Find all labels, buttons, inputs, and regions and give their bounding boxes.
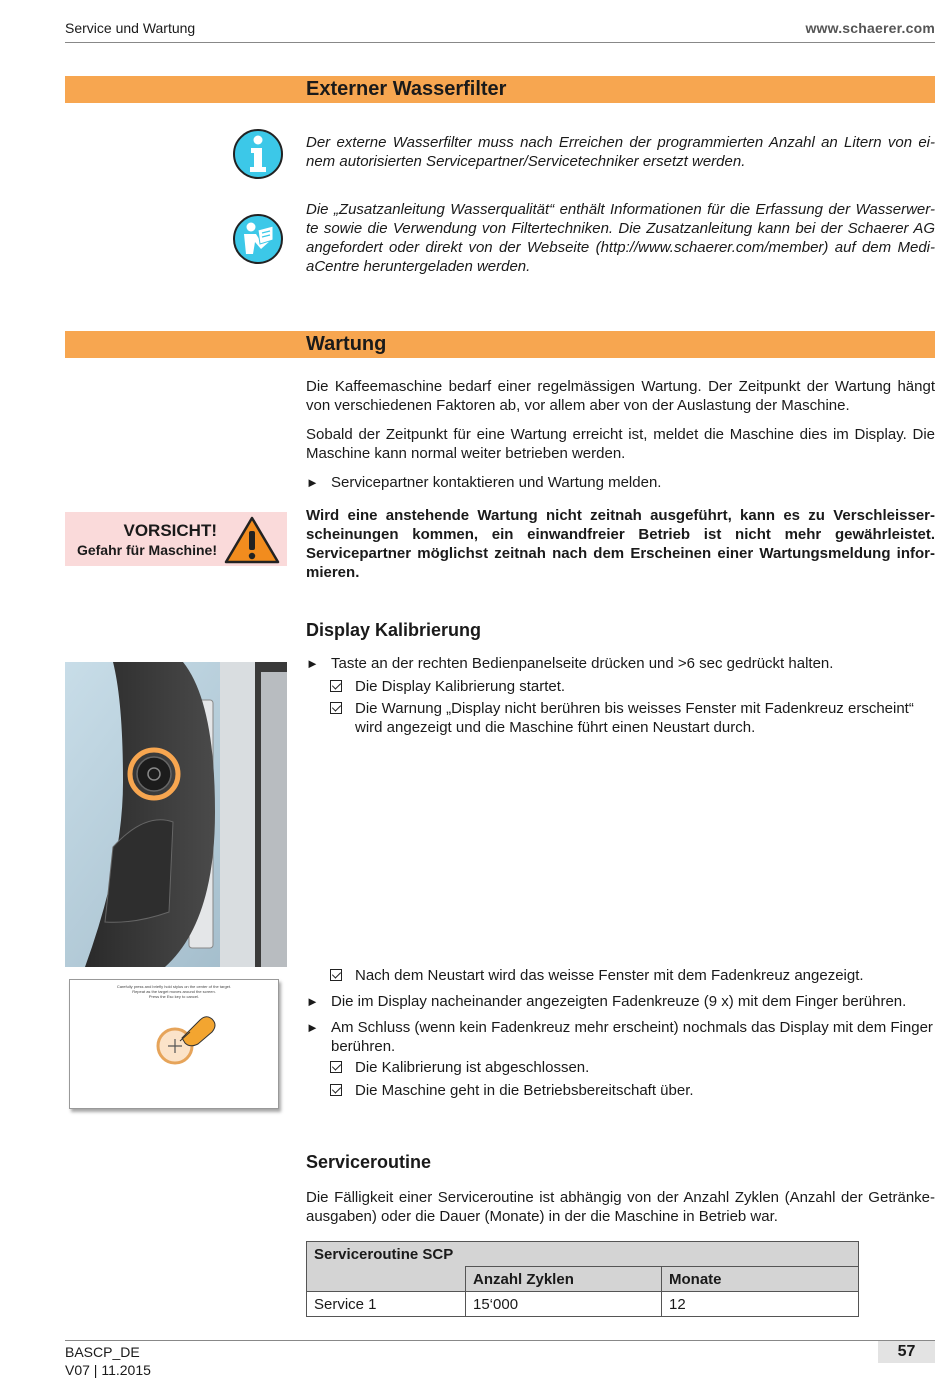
step-text: Servicepartner kontaktieren und Wartung melden.: [331, 474, 662, 491]
section-bar-water-filter: [65, 76, 935, 103]
calibration-result-2: [330, 699, 935, 737]
calibration-result-5: [330, 1081, 935, 1100]
result-text: Nach dem Neustart wird das weisse Fenster mit dem Fadenkreuz angezeigt.: [355, 967, 864, 984]
checkbox-checked-icon: [330, 680, 342, 692]
header-divider: [65, 42, 935, 43]
table-header-cell: [307, 1267, 466, 1292]
screen-text-line-3: Press the Esc key to cancel.: [148, 994, 200, 999]
calibration-step-1: [306, 654, 935, 673]
table-caption-row: [307, 1242, 859, 1267]
calibration-step-3: [306, 1018, 935, 1056]
page-number: 57: [878, 1341, 935, 1363]
warning-label-box: [65, 512, 287, 566]
step-text: Die im Display nacheinander angezeigten Fadenkreuze (9 x) mit dem Finger berühren.: [331, 993, 907, 1010]
warning-triangle-icon: [223, 515, 281, 570]
warning-text: Wird eine anstehende Wartung nicht zeitnah ausgeführt, kann es zu Verschleisser-scheinungen kommen, ein einwandfreier Betrieb ist nicht mehr gewährleistet. Servicepartner möglichst zeitnah nach dem Erscheinen einer Wartungsmeldung infor-mieren.: [306, 507, 935, 581]
section-bar-maintenance: [65, 331, 935, 358]
warning-subtitle: Gefahr für Maschine!: [76, 542, 217, 558]
maintenance-paragraph-2: Sobald der Zeitpunkt für eine Wartung erreicht ist, meldet die Maschine dies im Display. Die Maschine kann normal weiter betrieben werden.: [306, 426, 935, 462]
calibration-button-photo: [65, 662, 287, 967]
manual-reader-icon: [233, 214, 283, 264]
step-text: Taste an der rechten Bedienpanelseite drücken und >6 sec gedrückt halten.: [331, 655, 834, 672]
result-text: Die Kalibrierung ist abgeschlossen.: [355, 1059, 590, 1076]
table-header-cell: Monate: [662, 1267, 859, 1292]
table-cell: 15‘000: [466, 1292, 662, 1317]
manual-note-text: Die „Zusatzanleitung Wasserqualität“ enthält Informationen für die Erfassung der Wasserwer-te sowie die Verwendung von Filtertechniken. Die Zusatzanleitung kann bei der Schaerer AG angefordert oder direkt von der Webseite (http://www.schaerer.com/member) auf dem Medi-aCentre heruntergeladen werden.: [306, 201, 935, 275]
table-header-cell: Anzahl Zyklen: [466, 1267, 662, 1292]
checkbox-checked-icon: [330, 1084, 342, 1096]
calibration-step-2: [306, 992, 935, 1011]
checkbox-checked-icon: [330, 702, 342, 714]
step-text: Am Schluss (wenn kein Fadenkreuz mehr erscheint) nochmals das Display mit dem Finger berühren.: [331, 1019, 933, 1055]
result-text: Die Display Kalibrierung startet.: [355, 678, 566, 695]
table-header-row: [307, 1267, 859, 1292]
step-arrow-icon: ►: [306, 1020, 319, 1035]
service-routine-paragraph: Die Fälligkeit einer Serviceroutine ist abhängig von der Anzahl Zyklen (Anzahl der Getränke-ausgaben) oder die Dauer (Monate) in der die Maschine in Betrieb war.: [306, 1189, 935, 1225]
section-title-maintenance: Wartung: [306, 333, 387, 355]
info-icon: [233, 129, 283, 179]
table-cell: 12: [662, 1292, 859, 1317]
table-caption: Serviceroutine SCP: [307, 1242, 859, 1267]
result-text: Die Warnung „Display nicht berühren bis weisses Fenster mit Fadenkreuz erscheint“ wird angezeigt und die Maschine führt einen Neustart durch.: [355, 700, 914, 736]
screen-text-line-2: Repeat as the target moves around the screen.: [132, 989, 216, 994]
checkbox-checked-icon: [330, 969, 342, 981]
step-arrow-icon: ►: [306, 475, 319, 490]
maintenance-step: [306, 473, 935, 492]
calibration-screen-image: [69, 979, 279, 1109]
step-arrow-icon: ►: [306, 656, 319, 671]
result-text: Die Maschine geht in die Betriebsbereitschaft über.: [355, 1082, 694, 1099]
calibration-result-4: [330, 1058, 935, 1077]
header-section-title: Service und Wartung: [65, 20, 196, 36]
maintenance-paragraph-1: Die Kaffeemaschine bedarf einer regelmässigen Wartung. Der Zeitpunkt der Wartung hängt von verschiedenen Faktoren ab, vor allem aber von der Auslastung der Maschine.: [306, 378, 935, 414]
info-note-text: Der externe Wasserfilter muss nach Erreichen der programmierten Anzahl an Litern von ei-nem autorisierten Servicepartner/Servicetechniker ersetzt werden.: [306, 134, 935, 170]
section-title-water-filter: Externer Wasserfilter: [306, 78, 507, 100]
warning-title: VORSICHT!: [123, 521, 217, 540]
heading-display-calibration: Display Kalibrierung: [306, 620, 482, 640]
service-routine-table: [306, 1241, 859, 1317]
crosshair-touch-icon: [150, 1010, 225, 1070]
calibration-result-1: [330, 677, 935, 696]
footer-version: V07 | 11.2015: [65, 1362, 151, 1378]
footer-doc-id: BASCP_DE: [65, 1344, 140, 1360]
step-arrow-icon: ►: [306, 994, 319, 1009]
screen-text-line-1: Carefully press and briefly hold stylus on the center of the target.: [116, 984, 232, 989]
table-cell: Service 1: [307, 1292, 466, 1317]
heading-service-routine: Serviceroutine: [306, 1152, 432, 1172]
checkbox-checked-icon: [330, 1061, 342, 1073]
calibration-result-3: [330, 966, 935, 985]
footer-divider: [65, 1340, 935, 1341]
table-row: [307, 1292, 859, 1317]
header-url[interactable]: www.schaerer.com: [805, 20, 935, 36]
